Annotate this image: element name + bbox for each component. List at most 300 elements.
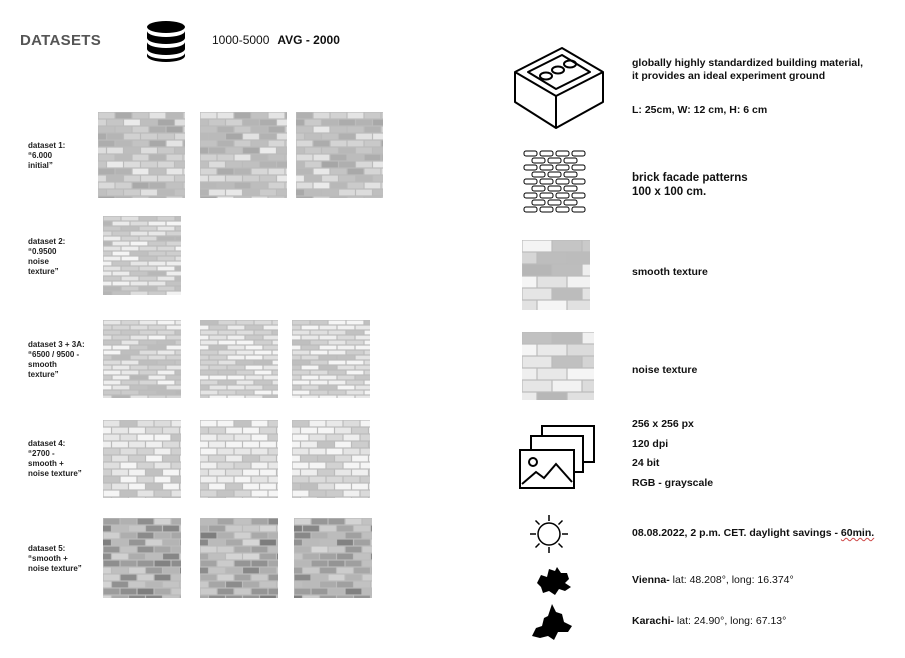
facade-brick [548,200,561,205]
brick [344,477,360,483]
brick [149,242,166,246]
brick [140,217,157,221]
brick [365,183,381,189]
brick [149,386,166,390]
brick [373,148,383,154]
brick [292,336,300,340]
brick [277,484,278,490]
brick [243,176,259,182]
brick [356,162,372,168]
brick [158,361,175,365]
brick [99,113,115,119]
brick [277,470,278,476]
brick [210,326,227,330]
brick [373,120,383,126]
brick [129,428,145,434]
brick [583,241,590,252]
brick [338,386,355,390]
brick [335,442,351,448]
brick [331,169,347,175]
brick-texture [522,332,594,400]
brick [246,366,263,370]
brick [305,176,321,182]
brick [158,237,175,241]
brick [382,169,383,175]
brick [121,421,137,427]
brick [329,561,345,567]
brick [523,333,552,344]
brick [260,120,276,126]
brick [252,547,268,553]
brick [352,456,368,462]
brick [163,456,179,462]
brick [235,113,251,119]
brick [155,575,171,581]
brick [149,232,166,236]
brick [167,113,183,119]
brick [122,217,139,221]
brick [103,252,111,256]
brick [131,326,148,330]
brick [292,356,300,360]
brick [121,575,137,581]
brick [176,247,181,251]
brick [141,120,157,126]
brick [140,351,157,355]
brick [344,421,360,427]
brick [320,356,337,360]
brick [252,491,268,497]
brick [264,346,278,350]
brick [255,391,272,395]
brick [200,326,208,330]
brick [365,391,370,395]
brick [294,554,302,560]
brick [264,366,278,370]
brick [200,526,208,532]
brick [296,190,304,196]
facade-brick [540,165,553,170]
brick [200,554,208,560]
brick [365,341,370,345]
brick [277,582,278,588]
brick-texture [296,112,383,198]
brick [273,381,278,385]
brick [200,456,208,462]
brick [131,242,148,246]
brick [305,190,321,196]
brick [103,456,111,462]
brick [269,127,285,133]
brick [158,257,175,261]
brick [363,575,372,581]
brick [176,277,181,281]
brick [346,519,362,525]
brick [122,381,139,385]
brick [150,127,166,133]
brick [200,428,208,434]
brick [209,148,225,154]
brick [107,134,123,140]
brick [149,396,166,398]
brick [103,470,111,476]
brick [346,533,362,539]
brick [252,463,268,469]
brick [140,287,157,291]
brick [538,301,567,310]
brick [167,252,181,256]
brick [149,222,166,226]
brick [167,282,181,286]
facade-brick [540,207,553,212]
brick [133,127,149,133]
brick [121,561,137,567]
brick [346,561,362,567]
brick [158,148,174,154]
brick [155,533,171,539]
brick [373,162,383,168]
brick [167,356,181,360]
brick [235,155,251,161]
brick [348,155,364,161]
brick [218,421,234,427]
facade-brick [524,179,537,184]
brick [371,554,372,560]
brick [149,292,166,295]
brick [293,351,310,355]
brick [292,326,300,330]
dataset-5-label: dataset 5: “smooth + noise texture” [28,544,82,573]
brick [264,336,278,340]
brick [121,491,137,497]
brick [146,484,162,490]
brick [167,222,181,226]
brick [352,428,368,434]
brick [218,197,234,198]
brick [583,381,594,392]
brick [568,301,590,310]
brick [99,141,115,147]
brick [335,484,351,490]
brick [104,321,121,325]
brick [260,428,276,434]
brick [296,134,304,140]
brick [172,435,181,441]
brick [252,183,268,189]
brick [314,197,330,198]
brick [255,361,272,365]
brick [337,554,353,560]
brick [347,341,364,345]
brick [113,242,130,246]
brick [354,554,370,560]
brick [146,568,162,574]
brick [133,197,149,198]
brick [131,222,148,226]
brick [329,533,345,539]
brick [226,540,242,546]
brick [293,491,309,497]
brick [218,141,234,147]
brick [176,361,181,365]
brick [176,257,181,261]
brick [184,183,185,189]
brick [335,428,351,434]
brick [322,148,338,154]
brick [176,267,181,271]
brick [180,456,181,462]
brick [103,272,111,276]
brick [269,113,285,119]
brick [339,190,355,196]
brick [252,421,268,427]
brick [112,470,128,476]
brick [112,442,128,448]
brick [226,456,242,462]
brick [310,435,326,441]
brick-description [632,57,863,83]
brick [235,491,251,497]
brick [314,127,330,133]
brick [122,257,139,261]
brick [327,491,343,497]
brick [180,470,181,476]
brick [320,540,336,546]
average-text: AVG - 2000 [277,33,340,47]
brick [346,547,362,553]
brick [167,376,181,380]
brick [286,169,287,175]
brick [311,341,328,345]
brick [292,456,300,462]
brick [131,386,148,390]
brick [269,421,278,427]
brick [322,190,338,196]
brick [277,554,278,560]
dataset-4-label: dataset 4: “2700 - smooth + noise texture” [28,439,82,478]
brick [158,267,175,271]
brick [338,326,355,330]
brick [365,113,381,119]
brick [329,547,345,553]
brick [553,265,582,276]
brick [243,162,259,168]
brick [129,568,145,574]
brick [180,568,181,574]
brick [163,526,179,532]
brick [133,155,149,161]
brick [116,169,132,175]
brick [327,477,343,483]
brick [121,589,137,595]
facade-brick [540,179,553,184]
brick [302,376,319,380]
brick [149,346,166,350]
brick [210,376,227,380]
brick [138,435,154,441]
brick [237,331,254,335]
brick [200,596,208,598]
brick [356,326,370,330]
dataset-1-sample-1 [98,112,185,198]
brick [209,582,225,588]
brick [337,582,353,588]
brick [112,540,128,546]
brick [141,162,157,168]
smooth-texture-label: smooth texture [632,266,708,278]
brick [200,484,208,490]
brick [129,456,145,462]
brick [338,356,355,360]
brick-texture [292,420,370,498]
brick [158,217,175,221]
brick [155,561,171,567]
brick [331,155,347,161]
brick [138,491,154,497]
brick [122,267,139,271]
brick [246,396,263,398]
brick [104,237,121,241]
brick [294,526,302,532]
brick [209,428,225,434]
brick [122,247,139,251]
brick [553,381,582,392]
brick [104,449,120,455]
brick [369,428,370,434]
brick [352,442,368,448]
brick [112,526,128,532]
brick [235,169,251,175]
brick [237,351,254,355]
karachi-coordinates: lat: 24.90°, long: 67.13° [674,615,787,627]
brick [303,554,319,560]
dataset-4-sample-3 [292,420,370,498]
brick [113,356,130,360]
brick [292,386,300,390]
brick [155,589,171,595]
brick [553,357,582,368]
database-icon [145,20,187,62]
brick [339,162,355,168]
brick [99,183,115,189]
brick [226,442,242,448]
brick [107,162,123,168]
brick [305,134,321,140]
brick [312,575,328,581]
brick [103,282,111,286]
brick [103,356,111,360]
brick [116,141,132,147]
brick [129,540,145,546]
brick [228,376,245,380]
brick [149,336,166,340]
brick [180,442,181,448]
brick [226,526,242,532]
brick [104,391,121,395]
brick [175,148,185,154]
brick [243,470,259,476]
brick [363,547,372,553]
brick-texture [200,420,278,498]
brick [361,421,370,427]
brick [180,554,181,560]
brick [163,596,179,598]
brick [295,533,311,539]
brick [104,435,120,441]
brick [201,477,217,483]
brick [553,333,582,344]
brick [146,442,162,448]
images-icon [518,424,598,492]
brick [200,568,208,574]
brick [305,162,321,168]
brick [138,547,154,553]
brick [286,197,287,198]
brick [522,277,536,288]
brick [131,282,148,286]
brick [209,554,225,560]
brick-texture [200,518,278,598]
brick [107,176,123,182]
brick [260,470,276,476]
brick [235,561,251,567]
brick [104,575,120,581]
brick [348,141,364,147]
brick [219,341,236,345]
brick [113,386,130,390]
brick [264,386,278,390]
daylight-savings-offset: 60min. [840,527,875,539]
brick [98,148,106,154]
brick [303,540,319,546]
brick [277,176,287,182]
brick [99,197,115,198]
brick [305,148,321,154]
brick [104,589,120,595]
brick [331,127,347,133]
brick [172,533,181,539]
brick [297,155,313,161]
brick [361,435,370,441]
brick [293,361,310,365]
brick [371,582,372,588]
brick [294,568,302,574]
brick [277,456,278,462]
brick [150,141,166,147]
brick [318,470,334,476]
brick [273,371,278,375]
brick [209,190,225,196]
brick [103,596,111,598]
facade-brick [556,151,569,156]
brick [210,346,227,350]
brick [140,331,157,335]
brick [112,596,128,598]
brick [356,176,372,182]
brick-description-line-1: globally highly standardized building material, [632,57,864,69]
dataset-1-sample-3 [296,112,383,198]
brick [273,341,278,345]
brick [293,381,310,385]
brick [131,262,148,266]
brick [293,477,309,483]
brick [382,183,383,189]
brick [354,526,370,532]
brick [297,127,313,133]
brick [218,435,234,441]
brick [98,190,106,196]
brick [246,336,263,340]
